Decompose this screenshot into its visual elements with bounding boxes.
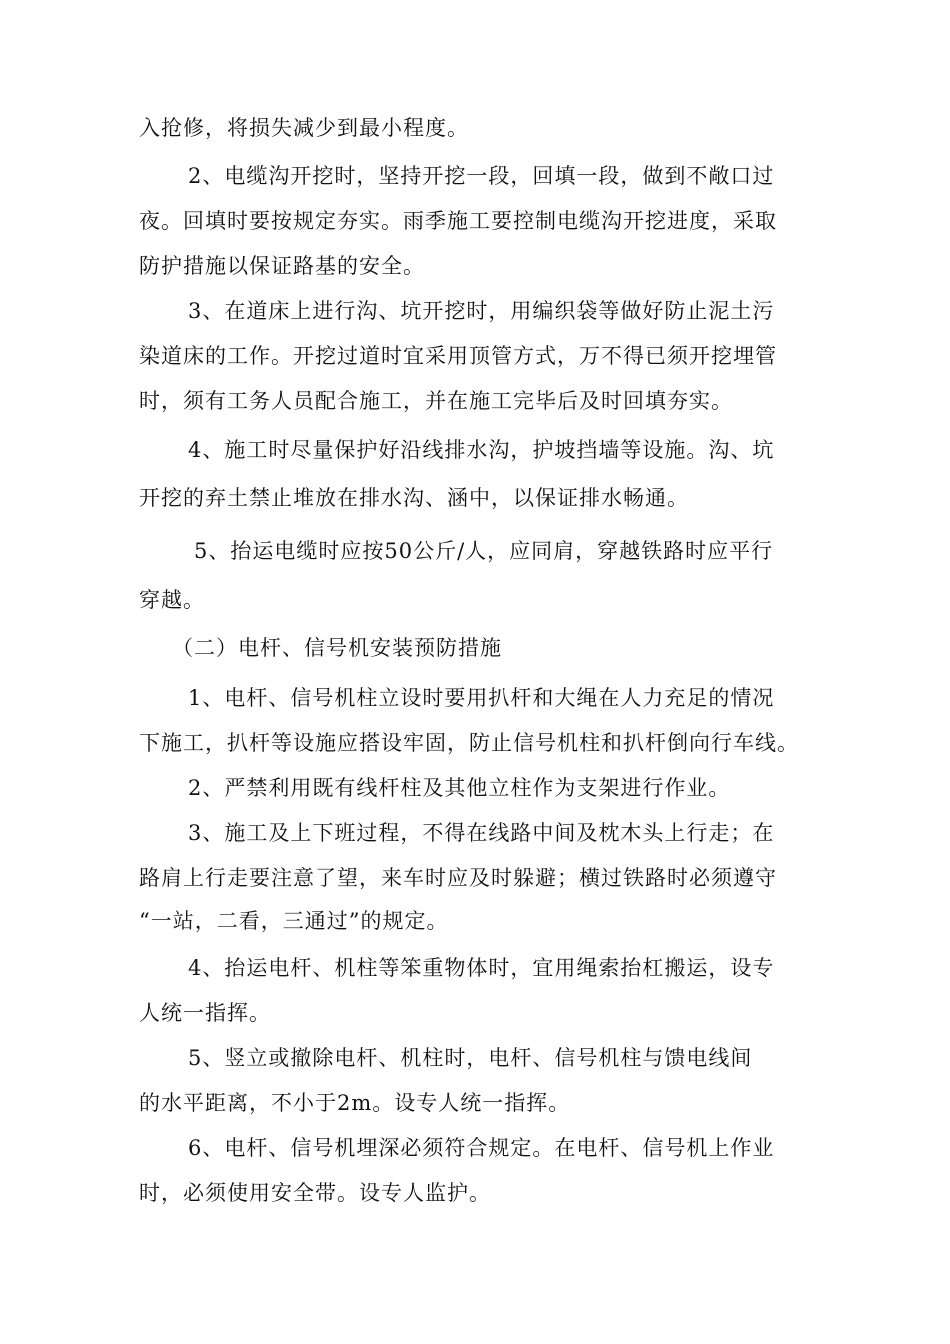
text-line: 6、电杆、信号机埋深必须符合规定。在电杆、信号机上作业 [188,1136,775,1160]
text-line: 人统一指挥。 [139,1001,271,1025]
text-line: 时，须有工务人员配合施工，并在施工完毕后及时回填夯实。 [139,389,733,413]
text-line: 路肩上行走要注意了望，来车时应及时躲避；横过铁路时必须遵守 [139,866,777,890]
text-line: 开挖的弃土禁止堆放在排水沟、涵中，以保证排水畅通。 [139,486,689,510]
text-line: 5、抬运电缆时应按50公斤/人，应同肩，穿越铁路时应平行 [194,539,774,563]
text-line: “一站，二看，三通过”的规定。 [139,909,449,933]
text-line: 的水平距离，不小于2m。设专人统一指挥。 [139,1091,571,1115]
text-line: 4、施工时尽量保护好沿线排水沟，护坡挡墙等设施。沟、坑 [188,438,775,462]
text-line: 5、竖立或撤除电杆、机柱时，电杆、信号机柱与馈电线间 [188,1046,753,1070]
text-line: 3、在道床上进行沟、坑开挖时，用编织袋等做好防止泥土污 [188,299,775,323]
text-line: 染道床的工作。开挖过道时宜采用顶管方式，万不得已须开挖埋管 [139,344,777,368]
text-line: 防护措施以保证路基的安全。 [139,254,425,278]
text-line: 4、抬运电杆、机柱等笨重物体时，宜用绳索抬杠搬运，设专 [188,956,775,980]
text-line: 1、电杆、信号机柱立设时要用扒杆和大绳在人力充足的情况 [188,686,775,710]
text-line: 3、施工及上下班过程，不得在线路中间及枕木头上行走；在 [188,821,775,845]
text-line: 下施工，扒杆等设施应搭设牢固，防止信号机柱和扒杆倒向行车线。 [139,731,799,755]
text-line: 夜。回填时要按规定夯实。雨季施工要控制电缆沟开挖进度，采取 [139,209,777,233]
text-line: 穿越。 [139,588,205,612]
section-heading: （二）电杆、信号机安装预防措施 [172,636,502,660]
text-line: 2、电缆沟开挖时，坚持开挖一段，回填一段，做到不敞口过 [188,164,775,188]
text-line: 2、严禁利用既有线杆柱及其他立柱作为支架进行作业。 [188,776,731,800]
text-line: 入抢修，将损失减少到最小程度。 [139,116,469,140]
text-line: 时，必须使用安全带。设专人监护。 [139,1181,491,1205]
